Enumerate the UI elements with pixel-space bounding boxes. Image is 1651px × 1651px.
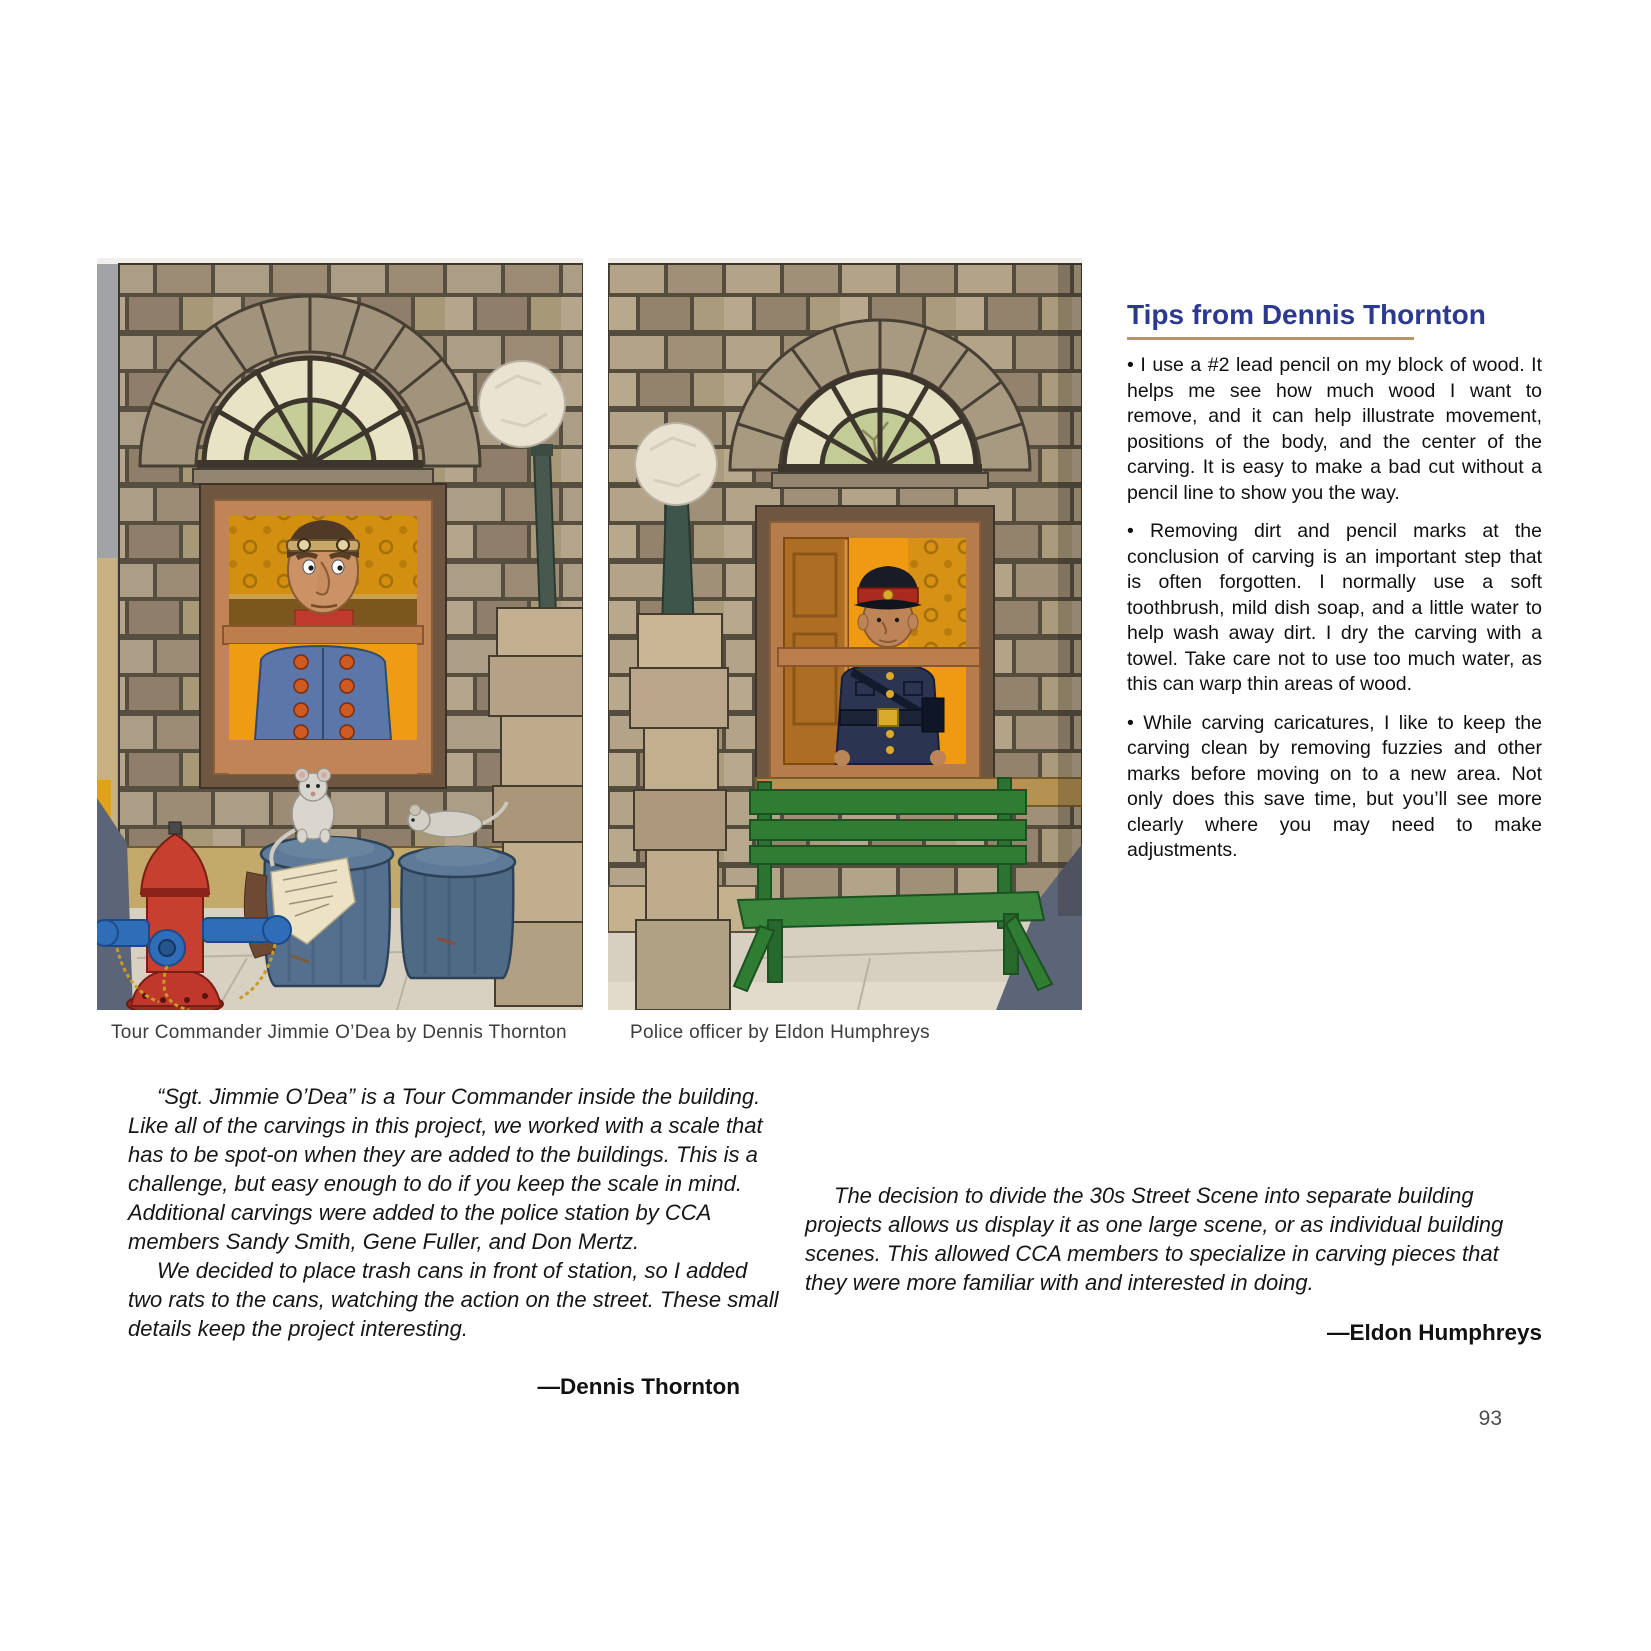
tips-sidebar [1127, 299, 1542, 864]
caption-left-photo: Tour Commander Jimmie O’Dea by Dennis Thornton [111, 1022, 567, 1043]
tips-bullet: • Removing dirt and pencil marks at the conclusion of carving is an important step that is often forgotten. I normally use a soft toothbrush, mild dish soap, and a little water to help wash away dirt. I dry the carving with a towel. Take care not to use too much water, as this can warp thin areas of wood. [1127, 520, 1542, 695]
edge-shadow [1058, 264, 1082, 916]
station-window [756, 506, 994, 812]
photo-police-officer [608, 258, 1082, 1010]
tips-title: Tips from Dennis Thornton [1127, 299, 1486, 330]
station-window [200, 484, 446, 788]
photo-tour-commander [97, 258, 583, 1010]
signature-dennis-thornton: —Dennis Thornton [537, 1374, 740, 1399]
quote-paragraph: We decided to place trash cans in front of station, so I added two rats to the cans, watching the action on the street. These small details keep the project interesting. [128, 1258, 779, 1341]
quote-paragraph: The decision to divide the 30s Street Scene into separate building projects allows us display it as one large scene, or as individual building scenes. This allowed CCA members to specialize in carving pieces that they were more familiar with and interested in doing. [805, 1183, 1504, 1295]
tips-title-rule [1127, 337, 1414, 340]
tips-bullet: • While carving caricatures, I like to keep the carving clean by removing fuzzies and other marks before moving on to a new area. Not only does this save time, but you’ll see more clearly where you may need to make adjustments. [1127, 711, 1542, 861]
lamp-globe [635, 423, 717, 505]
quote-eldon-humphreys [805, 1181, 1542, 1297]
lamp-globe [479, 361, 565, 447]
tour-commander-figure [287, 520, 359, 626]
photo-right-illustration [608, 258, 1082, 1010]
tips-bullet: • I use a #2 lead pencil on my block of wood. It helps me see how much wood I want to remove, and it can help illustrate movement, positions of the body, and the center of the carving. It is easy to make a bad cut without a pencil line to show you the way. [1127, 354, 1542, 504]
trash-cans [244, 837, 515, 986]
stone-pillar [630, 614, 730, 1010]
window-sill [778, 648, 980, 666]
window-sill [223, 626, 423, 644]
page-number: 93 [1478, 1407, 1502, 1430]
photo-left-illustration [97, 258, 583, 1010]
quote-paragraph: “Sgt. Jimmie O’Dea” is a Tour Commander inside the building. Like all of the carvings in this project, we worked with a scale that has to be spot-on when they are added to the buildings. This is a challenge, but easy enough to do if you keep the scale in mind. Additional carvings were added to the police station by CCA members Sandy Smith, Gene Fuller, and Don Mertz. [128, 1084, 763, 1254]
tour-commander-coat [255, 646, 391, 740]
quote-dennis-thornton [128, 1082, 780, 1343]
caption-right-photo: Police officer by Eldon Humphreys [630, 1022, 930, 1043]
signature-eldon-humphreys: —Eldon Humphreys [1326, 1320, 1542, 1345]
